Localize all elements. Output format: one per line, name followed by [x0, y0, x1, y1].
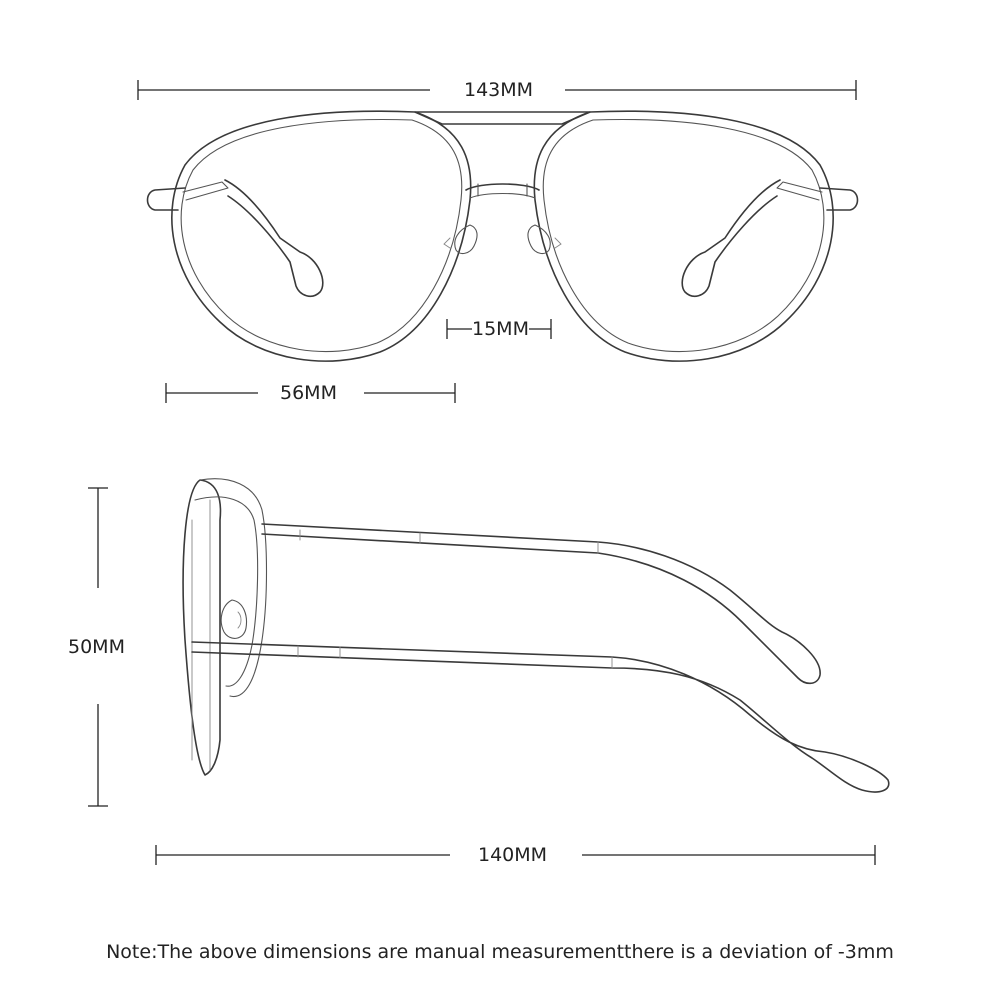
- lens-height-label: 50MM: [68, 636, 125, 658]
- lens-width-label: 56MM: [280, 382, 337, 404]
- right-lens-outer: [534, 111, 833, 361]
- bridge-width-label: 15MM: [472, 318, 529, 340]
- side-view: [183, 479, 889, 792]
- side-nose-pad: [221, 600, 246, 638]
- left-lens-outer: [172, 111, 471, 361]
- total-width-label: 143MM: [464, 79, 534, 101]
- left-temple-folded: [225, 180, 323, 296]
- measurement-note: Note:The above dimensions are manual measurementthere is a deviation of -3mm: [106, 941, 894, 963]
- side-front-rim: [183, 480, 220, 775]
- right-nose-pad: [528, 225, 550, 253]
- temple-length-label: 140MM: [478, 844, 548, 866]
- left-lens-inner: [181, 120, 462, 352]
- right-lens-inner: [543, 120, 824, 352]
- lower-bridge: [466, 184, 539, 190]
- upper-temple: [262, 524, 820, 683]
- right-temple-folded: [682, 180, 780, 296]
- left-nose-pad: [455, 225, 477, 253]
